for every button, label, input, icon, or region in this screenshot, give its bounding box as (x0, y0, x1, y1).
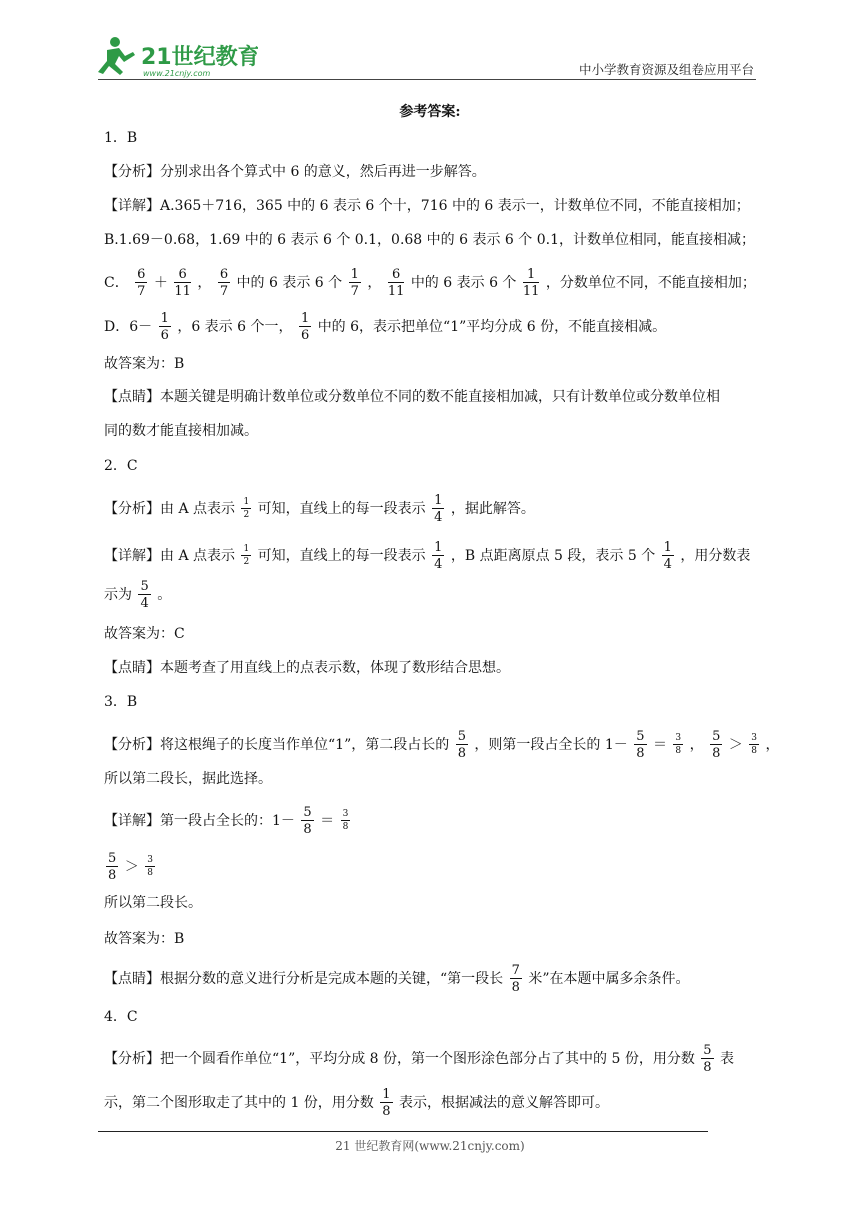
q1-option-c: C． $\frac{6}{7}$ ＋ $\frac{6}{11}$ ， $\frac{6}{7}$ 中的 6 表示 6 个 $\frac{1}{7}$ ， $\frac{6}{11}$ 中的 6 表示 6 个 $\frac{1}{11}$ ，分数单位不同，不能直接相加； (104, 267, 756, 299)
q2-number: 2．C (104, 458, 138, 474)
q2-answer: 故答案为：C (104, 626, 185, 642)
q1-number: 1．B (104, 130, 138, 146)
fraction-1-8: $\frac{1}{8}$ (382, 1087, 391, 1119)
q1-detail-b: B.1.69－0.68，1.69 中的 6 表示 6 个 0.1，0.68 中的 6 表示 6 个 0.1，计数单位相同，能直接相减； (104, 232, 755, 248)
fraction-5-8: $\frac{5}{8}$ (636, 729, 645, 761)
header-platform-name: 中小学教育资源及组卷应用平台 (578, 62, 754, 77)
q3-number: 3．B (104, 694, 138, 710)
q3-comment: 【点睛】根据分数的意义进行分析是完成本题的关键，“第一段长 $\frac{7}{8}$ 米”在本题中属多余条件。 (104, 963, 690, 995)
q4-analysis-cont: 示，第二个图形取走了其中的 1 份，用分数 $\frac{1}{8}$ 表示，根据减法的意义解答即可。 (104, 1087, 609, 1119)
q4-number: 4．C (104, 1009, 138, 1025)
fraction-7-8: $\frac{7}{8}$ (511, 963, 520, 995)
q2-detail-cont: 示为 $\frac{5}{4}$ 。 (104, 579, 172, 611)
site-logo (93, 34, 258, 82)
q1-comment-line1: 【点睛】本题关键是明确计数单位或分数单位不同的数不能直接相加减，只有计数单位或分数单位相 (104, 389, 720, 405)
q3-analysis: 【分析】将这根绳子的长度当作单位“1”，第二段占长的 $\frac{5}{8}$ ，则第一段占全长的 1－ $\frac{5}{8}$ ＝ $\frac{3}{8}$ ， $\frac{5}{8}$ ＞ $\frac{3}{8}$ ， (104, 729, 780, 761)
fraction-1-2: $\frac{1}{2}$ (243, 544, 250, 567)
fraction-5-8: $\frac{5}{8}$ (457, 729, 466, 761)
runner-icon (98, 37, 135, 75)
q1-analysis: 【分析】分别求出各个算式中 6 的意义，然后再进一步解答。 (104, 164, 486, 180)
fraction-3-8: $\frac{3}{8}$ (675, 733, 682, 756)
q1-option-d: D．6－ $\frac{1}{6}$ ，6 表示 6 个一， $\frac{1}{6}$ 中的 6，表示把单位“1”平均分成 6 份，不能直接相减。 (104, 311, 667, 343)
fraction-1-2: $\frac{1}{2}$ (243, 497, 250, 520)
q3-comparison: $\frac{5}{8}$ ＞ $\frac{3}{8}$ (108, 851, 153, 883)
q3-conclusion: 所以第二段长。 (104, 895, 202, 911)
fraction-5-4: $\frac{5}{4}$ (140, 579, 149, 611)
q1-comment-line2: 同的数才能直接相加减。 (104, 423, 258, 439)
fraction-1-11: $\frac{1}{11}$ (522, 267, 540, 299)
q3-answer: 故答案为：B (104, 931, 185, 947)
header-divider (98, 79, 756, 80)
fraction-6-7: $\frac{6}{7}$ (219, 267, 229, 299)
fraction-1-4: $\frac{1}{4}$ (663, 540, 672, 572)
fraction-6-7: $\frac{6}{7}$ (137, 267, 146, 299)
q1-answer: 故答案为：B (104, 356, 185, 372)
fraction-5-8: $\frac{5}{8}$ (108, 851, 117, 883)
fraction-3-8: $\frac{3}{8}$ (147, 855, 153, 878)
fraction-3-8: $\frac{3}{8}$ (342, 809, 349, 832)
q3-detail: 【详解】第一段占全长的：1－ $\frac{5}{8}$ ＝ $\frac{3}{8}$ (104, 805, 349, 837)
q4-analysis: 【分析】把一个圆看作单位“1”，平均分成 8 份，第一个图形涂色部分占了其中的 5 份，用分数 $\frac{5}{8}$ 表 (104, 1043, 735, 1075)
q2-analysis: 【分析】由 A 点表示 $\frac{1}{2}$ 可知，直线上的每一段表示 $\frac{1}{4}$ ，据此解答。 (104, 493, 535, 525)
fraction-1-4: $\frac{1}{4}$ (434, 493, 443, 525)
footer-text: 21 世纪教育网(www.21cnjy.com) (335, 1139, 525, 1153)
q1-detail-a: 【详解】A.365＋716，365 中的 6 表示 6 个十，716 中的 6 表示一，计数单位不同，不能直接相加； (104, 198, 750, 214)
fraction-1-6: $\frac{1}{6}$ (160, 311, 169, 343)
logo-text: 21世纪教育 (141, 45, 258, 70)
q3-analysis-cont: 所以第二段长，据此选择。 (104, 771, 272, 787)
fraction-3-8: $\frac{3}{8}$ (751, 733, 757, 756)
page-title: 参考答案: (399, 104, 461, 120)
fraction-1-7: $\frac{1}{7}$ (350, 267, 359, 299)
fraction-5-8: $\frac{5}{8}$ (712, 729, 721, 761)
q2-comment: 【点睛】本题考查了用直线上的点表示数，体现了数形结合思想。 (104, 660, 510, 676)
fraction-6-11: $\frac{6}{11}$ (174, 267, 191, 299)
fraction-1-4: $\frac{1}{4}$ (434, 540, 443, 572)
logo-url: www.21cnjy.com (143, 69, 211, 78)
footer-divider (98, 1131, 708, 1132)
q2-detail: 【详解】由 A 点表示 $\frac{1}{2}$ 可知，直线上的每一段表示 $\frac{1}{4}$ ，B 点距离原点 5 段，表示 5 个 $\frac{1}{4}$ ，用分数表 (104, 540, 751, 572)
fraction-1-6: $\frac{1}{6}$ (300, 311, 310, 343)
fraction-5-8: $\frac{5}{8}$ (303, 805, 312, 837)
fraction-5-8: $\frac{5}{8}$ (703, 1043, 712, 1075)
fraction-6-11: $\frac{6}{11}$ (387, 267, 405, 299)
